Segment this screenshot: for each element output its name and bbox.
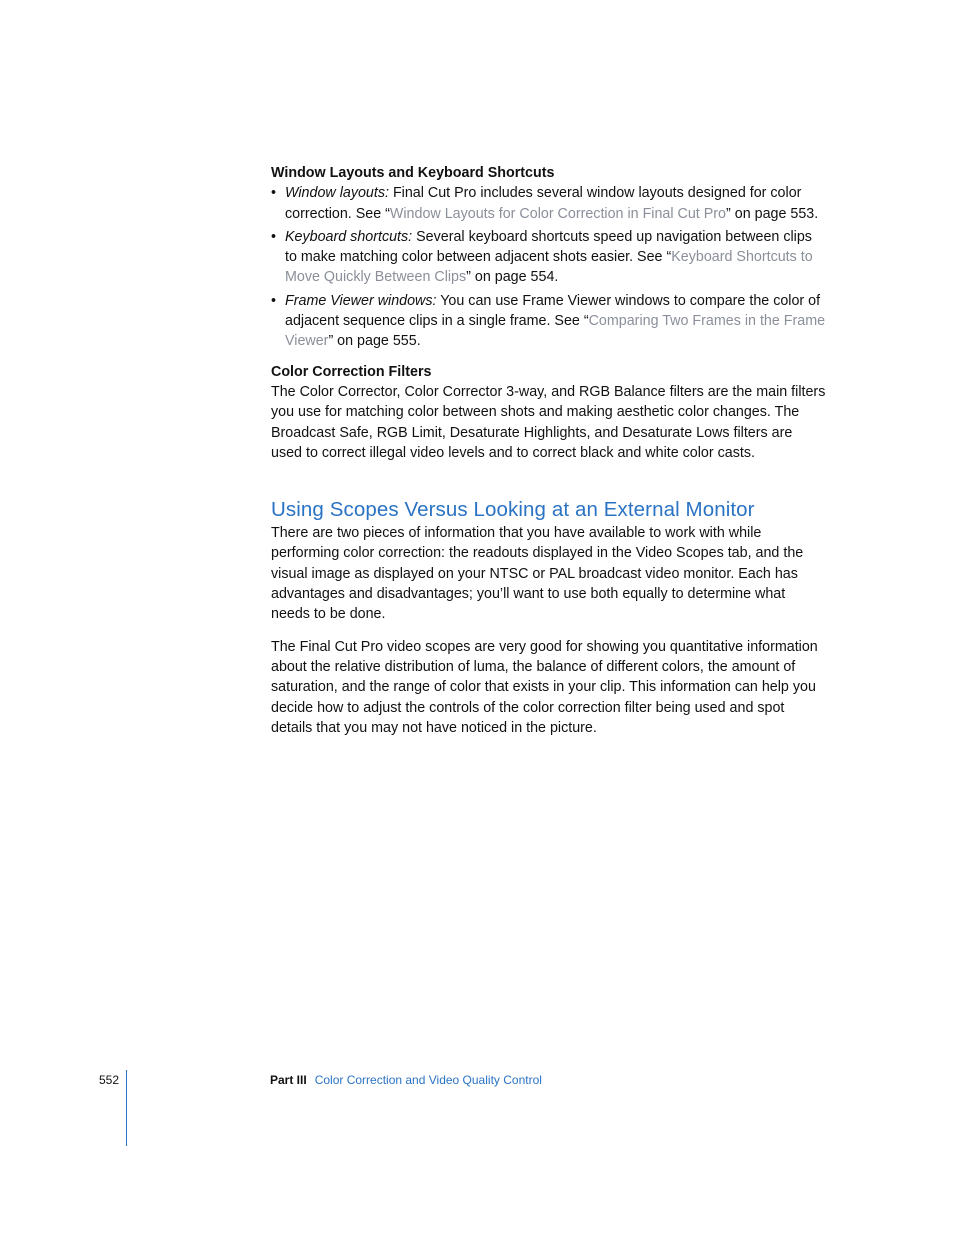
page-number: 552 bbox=[99, 1073, 120, 1087]
bullet-term: Keyboard shortcuts: bbox=[285, 228, 413, 245]
part-title-link[interactable]: Color Correction and Video Quality Control bbox=[314, 1073, 542, 1087]
section-paragraph-2: The Final Cut Pro video scopes are very good for showing you quantitative information about the relative distribution of luma, the balance of different colors, the amount of saturation, and the range of color that exists in your clip. This information can help you decide how to adjust the controls of the color correction filter being used and spot details that you may not have noticed in the picture. bbox=[271, 638, 818, 736]
bullet-page-ref: ” on page 555. bbox=[328, 333, 421, 350]
filters-paragraph: The Color Corrector, Color Corrector 3-way, and RGB Balance filters are the main filters you use for matching color between shots and making aesthetic color changes. The Broadcast Safe, RGB Limit, Desaturate Highlights, and Desaturate Lows filters are used to correct illegal video levels and to correct black and white color casts. bbox=[271, 383, 826, 461]
section-paragraph-1: There are two pieces of information that you have available to work with while performing color correction: the readouts displayed in the Video Scopes tab, and the visual image as displayed on your NTSC or PAL broadcast video monitor. Each has advantages and disadvantages; you’ll want to use both equally to determine what needs to be done. bbox=[271, 525, 804, 623]
cross-reference-link[interactable]: Keyboard Shortcuts to Move Quickly Between Clips bbox=[285, 249, 813, 286]
bullet-term: Window layouts: bbox=[285, 185, 389, 202]
bullet-text: Final Cut Pro includes several window layouts designed for color correction. See “ bbox=[285, 185, 802, 222]
bullet-text: You can use Frame Viewer windows to compare the color of adjacent sequence clips in a single frame. See “ bbox=[285, 292, 821, 330]
section-title: Using Scopes Versus Looking at an External Monitor bbox=[271, 498, 755, 522]
bullet-text: Several keyboard shortcuts speed up navigation between clips to make matching color between adjacent shots easier. See “ bbox=[285, 228, 812, 266]
subsection-heading-filters: Color Correction Filters bbox=[271, 363, 432, 380]
bullet-frame-viewer bbox=[271, 291, 827, 352]
subsection-heading-window-layouts: Window Layouts and Keyboard Shortcuts bbox=[271, 165, 555, 181]
bullet-page-ref: ” on page 553. bbox=[726, 205, 819, 222]
bullet-page-ref: ” on page 554. bbox=[466, 269, 559, 286]
cross-reference-link[interactable]: Window Layouts for Color Correction in Final Cut Pro bbox=[389, 205, 727, 222]
bullet-window-layouts bbox=[271, 183, 827, 224]
bullet-keyboard-shortcuts bbox=[271, 227, 827, 288]
footer-part-info bbox=[270, 1072, 542, 1088]
page-content bbox=[271, 163, 827, 738]
bullet-list bbox=[271, 183, 827, 351]
color-correction-filters-block bbox=[271, 362, 827, 463]
part-label: Part III bbox=[270, 1073, 307, 1087]
cross-reference-link[interactable]: Comparing Two Frames in the Frame Viewer bbox=[285, 313, 826, 350]
bullet-term: Frame Viewer windows: bbox=[285, 292, 437, 309]
footer-divider bbox=[126, 1070, 127, 1146]
